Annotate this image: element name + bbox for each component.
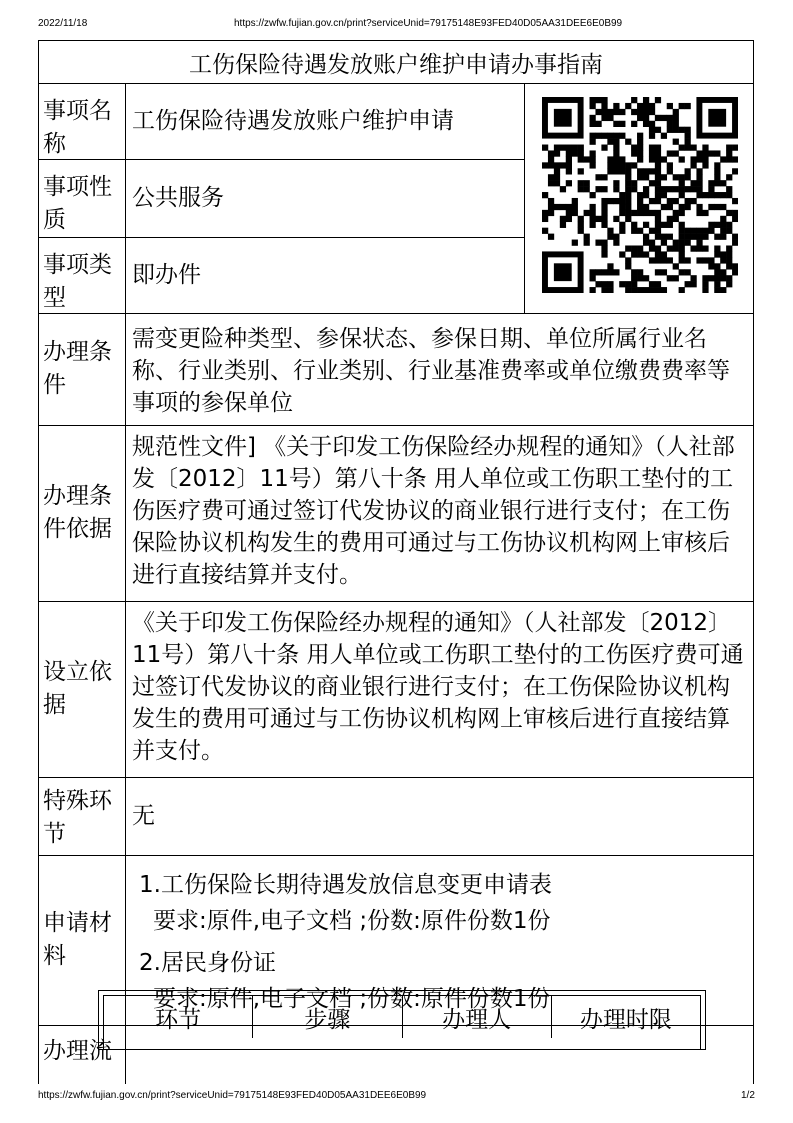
label-process: 办理流	[43, 1038, 112, 1064]
qr-code-icon	[542, 97, 738, 293]
print-url: https://zwfw.fujian.gov.cn/print?serviceUnid=79175148E93FED40D05AA31DEE6E0B99	[234, 18, 623, 29]
value-special: 无	[132, 803, 155, 829]
value-conditions-basis: 规范性文件] 《关于印发工伤保险经办规程的通知》（人社部发〔2012〕11号）第八十条 用人单位或工伤职工垫付的工伤医疗费可通过签订代发协议的商业银行进行支付；在工伤保险协议机构发生的费用可通过与工伤协议机构网上审核后进行直接结算并支付。	[132, 434, 735, 588]
label-basis: 设立依据	[43, 659, 112, 718]
value-conditions: 需变更险种类型、参保状态、参保日期、单位所属行业名称、行业类别、行业类别、行业基准费率或单位缴费费率等事项的参保单位	[132, 326, 730, 416]
process-col-handler: 办理人	[403, 996, 552, 1038]
page-number: 1/2	[741, 1090, 755, 1101]
process-col-step: 步骤	[253, 996, 402, 1038]
material-item-2: 2.居民身份证	[139, 950, 276, 976]
label-item-name: 事项名称	[43, 98, 112, 157]
value-item-name: 工伤保险待遇发放账户维护申请	[132, 108, 454, 134]
label-conditions-basis: 办理条件依据	[43, 483, 112, 542]
value-basis: 《关于印发工伤保险经办规程的通知》（人社部发〔2012〕11号）第八十条 用人单位或工伤职工垫付的工伤医疗费可通过签订代发协议的商业银行进行支付；在工伤保险协议机构发生的费用可通过与工伤协议机构网上审核后进行直接结算并支付。	[132, 610, 744, 764]
print-date: 2022/11/18	[38, 18, 88, 29]
process-col-stage: 环节	[104, 996, 253, 1038]
process-col-time-limit: 办理时限	[579, 1006, 672, 1033]
label-materials: 申请材料	[43, 910, 112, 969]
material-requirement-1: 要求:原件,电子文档 ;份数:原件份数1份	[153, 908, 551, 934]
footer-url: https://zwfw.fujian.gov.cn/print?serviceUnid=79175148E93FED40D05AA31DEE6E0B99	[38, 1090, 427, 1101]
value-item-type: 即办件	[132, 262, 201, 288]
label-item-nature: 事项性质	[43, 174, 112, 233]
label-conditions: 办理条件	[43, 339, 112, 398]
label-special: 特殊环节	[43, 788, 112, 847]
label-item-type: 事项类型	[43, 252, 112, 311]
material-requirement-2: 要求:原件,电子文档 ;份数:原件份数1份	[153, 986, 551, 1012]
material-item-1: 1.工伤保险长期待遇发放信息变更申请表	[139, 872, 552, 898]
process-table	[98, 990, 706, 1050]
document-title: 工伤保险待遇发放账户维护申请办事指南	[189, 51, 603, 78]
guide-table	[38, 40, 754, 1084]
value-item-nature: 公共服务	[132, 185, 224, 211]
